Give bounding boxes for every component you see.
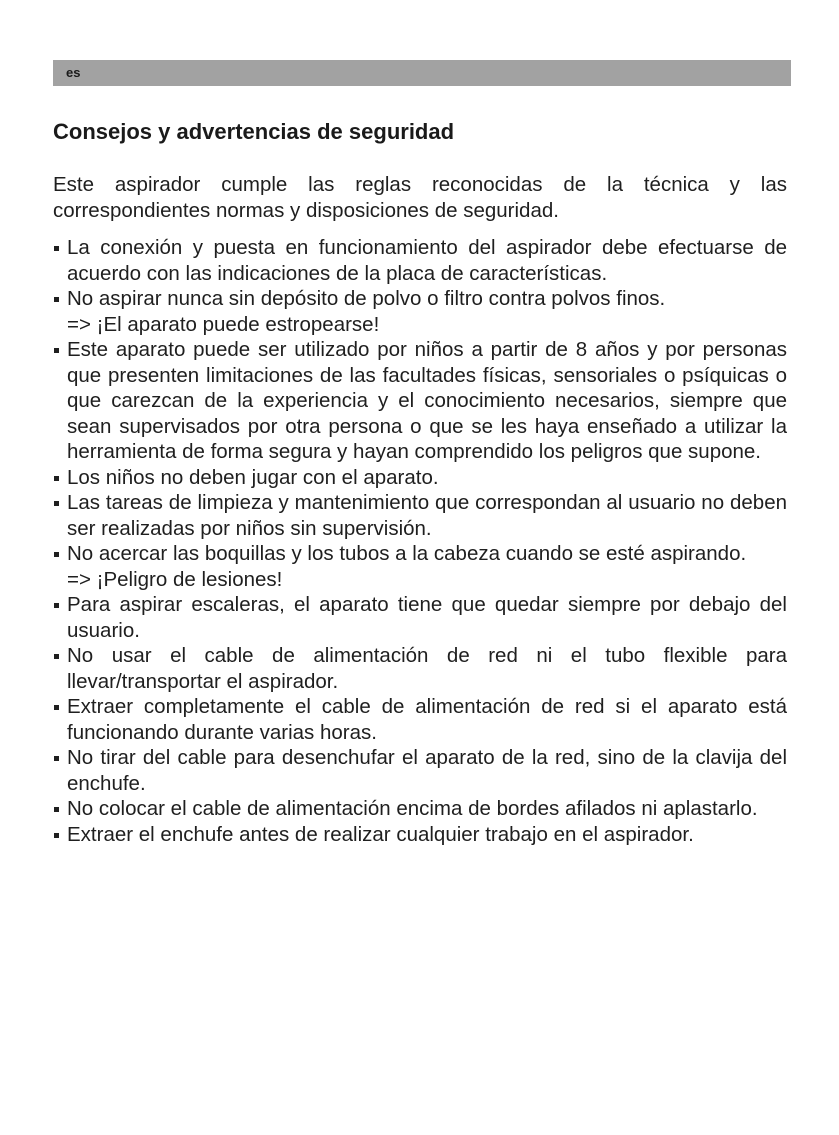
safety-rules-list — [53, 235, 787, 847]
bullet-icon — [54, 756, 59, 761]
list-item — [53, 235, 787, 286]
list-item — [53, 694, 787, 745]
bullet-icon — [54, 348, 59, 353]
list-item — [53, 796, 787, 822]
bullet-icon — [54, 552, 59, 557]
document-body — [53, 172, 787, 847]
list-item-text: Para aspirar escaleras, el aparato tiene que quedar siempre por debajo del usuario. — [67, 593, 787, 642]
bullet-icon — [54, 705, 59, 710]
list-item-text: Las tareas de limpieza y mantenimiento que correspondan al usuario no deben ser realizadas por niños sin supervisión. — [67, 491, 787, 540]
list-item-text: No usar el cable de alimentación de red ni el tubo flexible para llevar/transportar el aspirador. — [67, 644, 787, 693]
list-item-text: Extraer completamente el cable de alimentación de red si el aparato está funcionando durante varias horas. — [67, 695, 787, 744]
list-item — [53, 592, 787, 643]
page-title: Consejos y advertencias de seguridad — [53, 119, 455, 144]
list-item — [53, 286, 787, 337]
list-item — [53, 745, 787, 796]
bullet-icon — [54, 246, 59, 251]
list-item-text: La conexión y puesta en funcionamiento del aspirador debe efectuarse de acuerdo con las indicaciones de la placa de características. — [67, 236, 787, 285]
list-item — [53, 643, 787, 694]
list-item-text: No tirar del cable para desenchufar el aparato de la red, sino de la clavija del enchufe. — [67, 746, 787, 795]
list-item-text: Este aparato puede ser utilizado por niños a partir de 8 años y por personas que presenten limitaciones de las facultades físicas, sensoriales o psíquicas o que carezcan de la experiencia y el conocimiento necesarios, siempre que sean supervisados por otra persona o que se les haya enseñado a utilizar la herramienta de forma segura y hayan comprendido los peligros que supone. — [67, 338, 787, 463]
list-item-text: Los niños no deben jugar con el aparato. — [67, 465, 439, 489]
list-item-text: Extraer el enchufe antes de realizar cualquier trabajo en el aspirador. — [67, 822, 694, 846]
bullet-icon — [54, 654, 59, 659]
list-item-text: No aspirar nunca sin depósito de polvo o filtro contra polvos finos. — [67, 287, 666, 310]
language-tag: es — [66, 65, 81, 80]
intro-paragraph: Este aspirador cumple las reglas reconocidas de la técnica y las correspondientes normas y disposiciones de seguridad. — [53, 173, 787, 222]
bullet-icon — [54, 501, 59, 506]
list-item — [53, 822, 787, 848]
bullet-icon — [54, 476, 59, 481]
header-bar — [53, 60, 791, 86]
bullet-icon — [54, 603, 59, 608]
list-item — [53, 465, 787, 491]
list-item-warning: => ¡El aparato puede estropearse! — [67, 312, 380, 336]
list-item — [53, 541, 787, 592]
list-item — [53, 337, 787, 465]
bullet-icon — [54, 297, 59, 302]
list-item-warning: => ¡Peligro de lesiones! — [67, 567, 283, 591]
bullet-icon — [54, 807, 59, 812]
bullet-icon — [54, 833, 59, 838]
list-item-text: No acercar las boquillas y los tubos a la cabeza cuando se esté aspirando. — [67, 542, 747, 565]
list-item — [53, 490, 787, 541]
list-item-text: No colocar el cable de alimentación encima de bordes afilados ni aplastarlo. — [67, 797, 758, 820]
